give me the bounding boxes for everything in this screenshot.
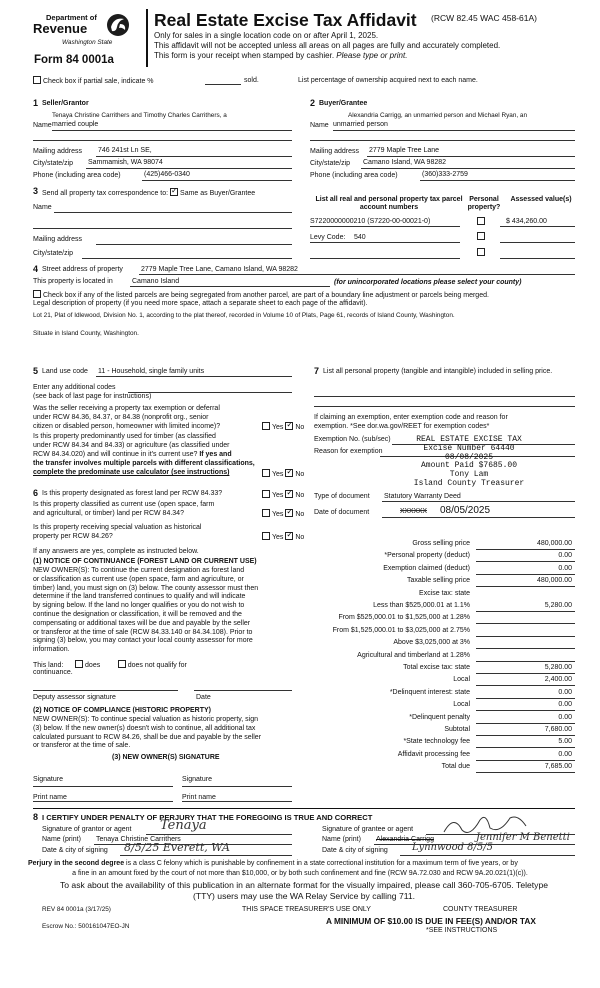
legal-desc-line1: Lot 21, Plat of Idlewood, Division No. 1, according to the plat thereof, recorded in Volume 10 of Plats, Page 61, records of Island County, Washington. [33,312,455,319]
new-owner-sig-title: (3) NEW OWNER(S) SIGNATURE [112,754,220,761]
q-forest-yesno: Yes ✓ No [262,490,304,500]
calc-value: 0.00 [558,701,572,709]
see-back-note: (see back of last page for instructions) [33,393,152,400]
located-value: Camano Island [132,278,180,285]
perjury-line1: Perjury in the second degree is a class C felony which is punishable by confinement in a state correctional institution for a maximum term of five years, or by [28,860,518,867]
grantor-sig-field[interactable] [146,834,292,835]
deputy-label: Deputy assessor signature [33,694,116,701]
calc-field[interactable] [476,710,575,711]
calc-value: 480,000.00 [536,577,572,585]
levy-value: 540 [354,234,366,241]
unincorporated-note: (for unincorporated locations please select your county) [334,279,522,286]
buyer-city-label: City/state/zip [310,160,351,167]
calc-field[interactable] [476,561,575,562]
doc-date-value: 08/05/2025 [440,505,491,516]
historic-yes-checkbox[interactable] [262,532,270,540]
personal-property-line2[interactable] [314,406,575,407]
buyer-phone-label: Phone (including area code) [310,172,398,179]
grantor-signature: Tenaya [160,818,207,833]
county-treasurer-label: COUNTY TREASURER [443,906,518,913]
q-current-use-yesno: Yes ✓ No [262,509,304,519]
corr-extra-line [33,228,292,229]
calc-label: Subtotal [444,726,470,733]
calc-field[interactable] [476,698,575,699]
same-as-buyer-checkbox[interactable] [170,188,178,196]
partial-percent-field[interactable] [205,84,241,85]
forest-no-checkbox[interactable] [285,490,293,498]
calc-label: Excise tax: state [419,589,470,597]
grantor-date-value: 8/5/25 Everett, WA [124,841,230,854]
forest-yes-checkbox[interactable] [262,490,270,498]
seller-name-line2: married couple [52,121,99,128]
calc-field[interactable] [476,611,575,612]
located-field[interactable] [130,286,330,287]
calc-value: 5,280.00 [544,602,572,609]
assessed-value: $ 434,260.00 [506,218,547,225]
calc-label: From $525,000.01 to $1,525,000 at 1.28% [338,614,470,622]
owner-print-field-2[interactable] [182,801,292,802]
legal-desc-label: Legal description of property (if you need more space, attach a separate sheet to each page of the affidavit). [33,300,368,307]
assessed-field-2[interactable] [500,242,575,243]
notice-compliance-text [33,716,261,751]
corr-mail-label: Mailing address [33,236,83,243]
personal-property-label: List all personal property (tangible and intangible) included in selling price. [323,368,553,375]
notice-line: compensating or additional taxes will be due and payable by the seller [33,619,251,627]
cashier-stamp: REAL ESTATE EXCISE TAX Excise Number 64440 08/08/2025 Amount Paid $7685.00 Tony Lam Island County Treasurer [413,435,525,488]
grantor-sig-label: Signature of grantor or agent [42,826,132,833]
section-2-number: 2 [310,98,316,108]
calc-label: *Delinquent interest: state [389,688,470,696]
doc-date-label: Date of document [314,509,370,516]
calc-label: *Delinquent penalty [409,713,470,721]
land-does-checkbox[interactable] [75,660,83,668]
personal-col-header: Personal property? [467,196,501,212]
notice-line: or classification as current use (open space, farm and agriculture, or [33,575,244,583]
grantee-sig-label: Signature of grantee or agent [322,826,414,833]
perjury-line2: a fine in an amount fixed by the court of not more than $10,000, or by both such confinement and fine (RCW 9A.72.030 and RCW 9A.20.021(1)(c)). [72,870,528,877]
historic-no-checkbox[interactable] [285,532,293,540]
calc-field[interactable] [476,735,575,736]
grantee-date-field[interactable] [400,855,575,856]
grantor-print-value: Tenaya Christine Carrithers [96,836,181,843]
q-exemption-2: under RCW 84.36, 84.37, or 84.38 (nonprofit org., senior [33,414,209,421]
calc-label: Local [453,676,470,684]
notice-line: timber) land, you must sign on (3) below. The county assessor must then [33,584,259,592]
parcel-col-header: List all real and personal property tax parcel account numbers [315,196,463,212]
legal-desc-line2: Situate in Island County, Washington. [33,330,139,337]
q-timber-4: the transfer involves multiple parcels with different classifications, [33,460,255,467]
assessed-col-header: Assessed value(s) [510,196,572,203]
section-8-divider [33,808,575,809]
header-note-2: This affidavit will not be accepted unless all areas on all pages are fully and accurately completed. [154,41,501,50]
section-8-number: 8 [33,812,39,822]
personal-checkbox-1 [477,217,487,227]
calc-value: 0.00 [558,552,572,560]
street-address-label: Street address of property [42,266,123,273]
q-exemption-3: citizen or disabled person, homeowner with limited income)? [33,423,221,430]
partial-sale-row: Check box if partial sale, indicate % [33,76,154,86]
buyer-mail-label: Mailing address [310,148,360,155]
sold-label: sold. [244,77,259,84]
calc-field[interactable] [476,549,575,550]
exemption-yes-checkbox[interactable] [262,422,270,430]
grantor-print-label: Name (print) [42,836,81,843]
owner-sig-field-1[interactable] [33,786,173,787]
assessed-field-3[interactable] [500,258,575,259]
buyer-name-label: Name [310,122,329,129]
doc-type-value: Statutory Warranty Deed [384,493,461,500]
notice-line: continue the designation or classification, it will be removed and the [33,610,242,618]
seller-mail-field[interactable] [96,156,292,157]
dept-line1: Department of [46,13,97,22]
corr-name-field[interactable] [54,212,292,213]
q-timber-1: Is this property predominantly used for timber (as classified [33,433,216,440]
revision-label: REV 84 0001a (3/17/25) [42,906,111,913]
buyer-city-value: Camano Island, WA 98282 [363,159,447,166]
q-current-use-2: and agricultural, or timber) land per RCW 84.34? [33,510,184,517]
personal-property-line1[interactable] [314,396,575,397]
header-note-1: Only for sales in a single location code on or after April 1, 2025. [154,31,379,40]
land-use-label: Land use code [42,368,88,375]
notice-line: (3) below. If the new owner(s) doesn't wish to continue, all additional tax [33,724,256,732]
street-address-value: 2779 Maple Tree Lane, Camano Island, WA 98282 [141,266,298,273]
notice-continuance-title: (1) NOTICE OF CONTINUANCE (FOREST LAND OR CURRENT USE) [33,558,257,565]
notice-line: signing (3) below, you may contact your local county assessor for more [33,637,253,645]
grantee-date-value: Lynnwood 8/5/5 [412,842,494,853]
calc-value: 7,685.00 [544,763,572,771]
notice-line: determine if the land transferred continues to qualify and will indicate [33,593,246,601]
levy-label: Levy Code: [310,234,346,241]
notice-line: NEW OWNER(S): To continue special valuation as historic property, sign [33,716,258,723]
located-label: This property is located in [33,278,113,285]
notice-line: by signing below. If the land no longer qualifies or you do not wish to [33,602,245,610]
minimum-due-note: A MINIMUM OF $10.00 IS DUE IN FEE(S) AND/OR TAX [326,916,536,926]
owner-sig-label-1: Signature [33,776,63,783]
calc-field[interactable] [476,685,575,686]
calc-field[interactable] [476,574,575,575]
corr-name-label: Name [33,204,52,211]
q-forest: Is this property designated as forest land per RCW 84.33? [42,490,223,497]
seller-city-value: Sammamish, WA 98074 [88,159,163,166]
owner-print-label-2: Print name [182,794,216,801]
calc-value: 0.00 [558,564,572,572]
seller-name-line1: Tenaya Christine Carrithers and Timothy Charles Carrithers, a [52,112,227,119]
reason-label: Reason for exemption [314,448,383,455]
q-timber-yesno: Yes ✓ No [262,469,304,479]
partial-sale-checkbox[interactable] [33,76,41,84]
calc-label: Affidavit processing fee [397,750,470,758]
calc-label: Local [453,701,470,709]
buyer-phone-field[interactable] [420,180,575,181]
segregation-checkbox[interactable] [33,290,41,298]
calc-value: 0.00 [558,688,572,696]
corr-mail-field[interactable] [96,244,292,245]
seller-mail-value: 746 241st Ln SE, [98,147,152,154]
grantor-date-label: Date & city of signing [42,847,108,854]
calc-value: 5,280.00 [544,664,572,671]
q-exemption-1: Was the seller receiving a property tax exemption or deferral [33,405,220,412]
calc-value: 2,400.00 [544,676,572,684]
seller-mail-label: Mailing address [33,148,83,155]
notice-line: or transferor at the time of sale (RCW 84.33.140 or 84.34.108). Prior to [33,628,253,636]
grantee-print-value: Alexandria Carrigg [376,836,434,843]
seller-name-field[interactable] [52,130,292,131]
buyer-mail-value: 2779 Maple Tree Lane [369,147,440,154]
buyer-phone-value: (360)333-2759 [422,171,468,178]
certify-title: I CERTIFY UNDER PENALTY OF PERJURY THAT THE FOREGOING IS TRUE AND CORRECT [42,813,373,822]
calc-field[interactable] [476,772,575,773]
levy-field[interactable] [310,242,460,243]
dept-line2: Revenue [33,21,88,36]
q-exemption-yesno: Yes ✓ No [262,422,304,432]
doc-date-strike: xxxxxx [400,505,427,515]
notice-line: or transferor at the time of sale. [33,742,131,750]
section-3-number: 3 [33,186,39,196]
grantee-print-label: Name (print) [322,836,361,843]
corr-city-label: City/state/zip [33,250,74,257]
buyer-mail-field[interactable] [367,156,575,157]
seller-phone-field[interactable] [142,180,292,181]
exemption-no-checkbox[interactable] [285,422,293,430]
dor-swirl-icon [104,12,132,38]
calc-field[interactable] [476,623,575,624]
deputy-date-label: Date [196,694,211,701]
buyer-title: Buyer/Grantee [319,100,368,107]
calc-field[interactable] [476,586,575,587]
calc-label: From $1,525,000.01 to $3,025,000 at 2.75% [332,626,470,634]
notice-continuance-text [33,567,258,655]
notice-line: information. [33,646,70,654]
land-use-field[interactable] [96,376,292,377]
personal-checkbox-3 [477,248,487,258]
notice-compliance-title: (2) NOTICE OF COMPLIANCE (HISTORIC PROPERTY) [33,707,211,714]
calc-label: Less than $525,000.01 at 1.1% [373,602,470,609]
notice-line: calculated pursuant to RCW 84.26, shall be due and payable by the seller [33,733,262,741]
q-historic-yesno: Yes ✓ No [262,532,304,542]
q-timber-2: under RCW 84.34 and 84.33) or agriculture (as classified under [33,442,230,449]
header-divider [146,9,148,67]
rcw-reference: (RCW 82.45 WAC 458-61A) [431,13,537,23]
assessed-field[interactable] [500,226,575,227]
timber-no-checkbox[interactable] [285,469,293,477]
calc-field[interactable] [476,747,575,748]
parcel-field[interactable] [310,226,460,227]
calc-field[interactable] [476,673,575,674]
calc-field[interactable] [476,636,575,637]
q-timber-3: RCW 84.34.020) and will continue in it's current use? If yes and [33,451,232,458]
deputy-sig-field[interactable] [33,690,178,691]
header-note-3: This form is your receipt when stamped by cashier. Please type or print. [154,51,408,60]
section-7-number: 7 [314,366,320,376]
additional-codes-field[interactable] [128,392,292,393]
calc-label: *State technology fee [403,738,470,746]
grantor-date-field[interactable] [120,855,292,856]
this-land-row: This land: does does not qualify for [33,662,187,669]
see-instructions: *SEE INSTRUCTIONS [426,927,498,934]
buyer-city-field[interactable] [361,168,575,169]
exempt-note-1: If claiming an exemption, enter exemption code and reason for [314,414,508,421]
current-use-no-checkbox[interactable] [285,509,293,517]
seller-phone-value: (425)466-0340 [144,171,190,178]
exempt-note-2: exemption. *See dor.wa.gov/REET for exemption codes* [314,423,490,430]
land-use-value: 11 - Household, single family units [98,368,205,375]
section-6-number: 6 [33,488,39,498]
calc-label: Agricultural and timberland at 1.28% [357,651,470,659]
dept-line3: Washington State [62,39,113,46]
buyer-extra-line [310,140,575,141]
escrow-number: Escrow No.: 500161047EO-JN [42,923,130,930]
owner-print-label-1: Print name [33,794,67,801]
buyer-name-field[interactable] [333,130,575,131]
q-timber-5: complete the predominate use calculator (see instructions) [33,469,230,476]
treasurer-use-label: THIS SPACE TREASURER'S USE ONLY [242,906,371,913]
parcel-row: S7220000000210 (S7220-00-00021-0) [310,218,431,225]
parcel-field-3[interactable] [310,258,460,259]
seller-extra-line [33,140,292,141]
current-use-yes-checkbox[interactable] [262,509,270,517]
q-historic-1: Is this property receiving special valuation as historical [33,524,202,531]
ownership-note: List percentage of ownership acquired next to each name. [298,77,478,84]
calc-label: Taxable selling price [406,577,470,585]
timber-yes-checkbox[interactable] [262,469,270,477]
page-title: Real Estate Excise Tax Affidavit [154,10,417,30]
notice-line: NEW OWNER(S): To continue the current designation as forest land [33,567,245,574]
seller-city-label: City/state/zip [33,160,74,167]
seller-phone-label: Phone (including area code) [33,172,121,179]
buyer-name-line1: Alexandria Carrigg, an unmarried person and Michael Ryan, an [348,112,528,119]
calc-field[interactable] [476,760,575,761]
section-5-number: 5 [33,366,39,376]
doc-date-field[interactable] [382,517,575,518]
calc-label: Above $3,025,000 at 3% [393,639,470,647]
calc-field[interactable] [476,648,575,649]
section-4-number: 4 [33,264,39,274]
calc-value: 5.00 [558,738,572,746]
alt-format-line1: To ask about the availability of this publication in an alternate format for the visually impaired, please call 360-705-6705. Teletype [59,880,549,890]
calc-value: 0.00 [558,750,572,758]
deputy-date-field[interactable] [194,690,292,691]
calc-field[interactable] [476,661,575,662]
form-number: Form 84 0001a [34,54,114,66]
seller-title: Seller/Grantor [42,100,89,107]
doc-type-label: Type of document [314,493,370,500]
correspondence-row: Send all property tax correspondence to: ✓ Same as Buyer/Grantee [42,188,255,198]
calc-label: Exemption claimed (deduct) [383,564,470,572]
section-1-number: 1 [33,98,39,108]
owner-sig-field-2[interactable] [182,786,292,787]
if-any-note: If any answers are yes, complete as instructed below. [33,548,199,555]
owner-sig-label-2: Signature [182,776,212,783]
owner-print-field-1[interactable] [33,801,173,802]
seller-name-label: Name [33,122,52,129]
grantee-date-label: Date & city of signing [322,847,388,854]
buyer-name-line2: unmarried person [333,121,388,128]
segregation-row: Check box if any of the listed parcels are being segregated from another parcel, are part of a boundary line adjustment or parcels being merged. [33,290,489,300]
calc-value: 0.00 [558,713,572,721]
exemption-no-label: Exemption No. (sub/sec) [314,436,391,443]
personal-checkbox-2 [477,232,487,242]
seller-city-field[interactable] [86,168,292,169]
corr-city-field[interactable] [82,258,292,259]
doc-type-field[interactable] [382,501,575,502]
calc-label: Total due [441,763,470,771]
calc-label: *Personal property (deduct) [384,552,470,560]
grantee-agent-name: Jennifer M Benetti [476,832,570,843]
alt-format-line2: (TTY) users may use the WA Relay Service by calling 711. [192,891,416,901]
calc-value: 480,000.00 [536,540,572,547]
q-current-use-1: Is this property classified as current use (open space, farm [33,501,215,508]
q-historic-2: property per RCW 84.26? [33,533,113,540]
land-does-not-checkbox[interactable] [118,660,126,668]
street-address-field[interactable] [139,274,575,275]
continuance-label: continuance. [33,669,73,676]
additional-codes-label: Enter any additional codes [33,384,116,391]
calc-label: Total excise tax: state [403,664,470,671]
calc-value: 7,680.00 [544,726,572,733]
calc-field[interactable] [476,723,575,724]
calc-label: Gross selling price [412,540,470,547]
